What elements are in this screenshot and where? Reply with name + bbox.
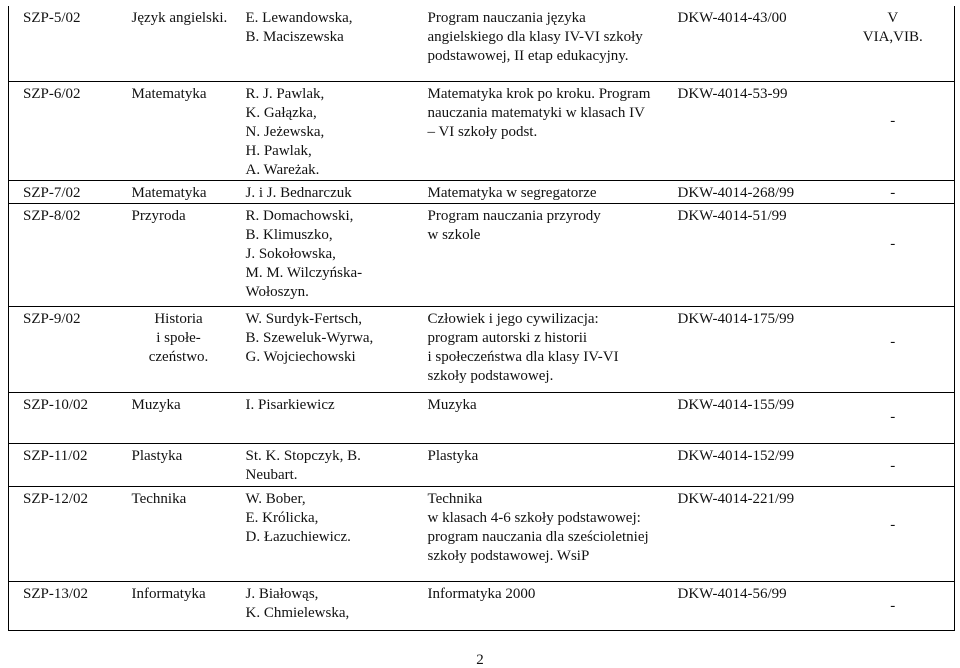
subject-cell [118, 6, 232, 81]
authors-cell [232, 203, 414, 306]
program-title-line: Matematyka krok po kroku. Program [427, 85, 651, 102]
subject-cell [118, 203, 232, 306]
program-title-cell [414, 392, 664, 443]
approval-number-cell: DKW-4014-43/00 [664, 6, 824, 81]
version-cell [824, 306, 955, 392]
version-line: - [890, 597, 896, 614]
subject-cell [118, 443, 232, 486]
program-title-line: nauczania matematyki w klasach IV [427, 104, 645, 121]
version-line: V [887, 10, 899, 26]
subject-line: Technika [131, 490, 187, 507]
authors-line: D. Łazuchiewicz. [245, 528, 351, 545]
version-line: - [890, 235, 896, 252]
table-row [9, 581, 955, 630]
authors-line: B. Klimuszko, [245, 226, 333, 243]
authors-line: Neubart. [245, 466, 298, 483]
subject-line: i społe- [156, 329, 201, 346]
subject-line: Muzyka [131, 396, 181, 413]
program-title-line: w szkole [427, 226, 481, 243]
program-code-cell: SZP-9/02 [9, 306, 118, 392]
approval-number-cell: DKW-4014-152/99 [664, 443, 824, 486]
program-title-cell [414, 581, 664, 630]
authors-line: N. Jeżewska, [245, 123, 325, 140]
approval-number-cell: DKW-4014-175/99 [664, 306, 824, 392]
approval-number-cell: DKW-4014-268/99 [664, 180, 824, 203]
version-cell [824, 581, 955, 630]
authors-line: B. Szeweluk-Wyrwa, [245, 329, 374, 346]
program-title-line: szkoły podstawowej. [427, 367, 554, 384]
program-title-line: angielskiego dla klasy IV-VI szkoły [427, 29, 643, 45]
subject-cell [118, 306, 232, 392]
authors-line: G. Wojciechowski [245, 348, 356, 365]
program-title-line: podstawowej, II etap edukacyjny. [427, 48, 629, 64]
page-number: 2 [476, 652, 484, 668]
authors-cell [232, 443, 414, 486]
program-title-line: i społeczeństwa dla klasy IV-VI [427, 348, 619, 365]
program-code-cell: SZP-12/02 [9, 486, 118, 581]
authors-line: Wołoszyn. [245, 283, 309, 300]
program-code-cell: SZP-5/02 [9, 6, 118, 81]
table-row [9, 81, 955, 180]
program-title-cell [414, 6, 664, 81]
authors-line: E. Lewandowska, [245, 10, 353, 26]
authors-line: K. Chmielewska, [245, 604, 350, 621]
authors-line: J. i J. Bednarczuk [245, 184, 352, 201]
authors-line: R. J. Pawlak, [245, 85, 325, 102]
program-title-line: w klasach 4-6 szkoły podstawowej: [427, 509, 641, 526]
version-line: - [890, 184, 896, 201]
subject-line: Historia [154, 310, 203, 327]
program-title-cell [414, 180, 664, 203]
program-code-cell: SZP-8/02 [9, 203, 118, 306]
program-code-cell: SZP-7/02 [9, 180, 118, 203]
program-code-cell: SZP-11/02 [9, 443, 118, 486]
version-line: - [890, 516, 896, 533]
table-row [9, 486, 955, 581]
version-cell [824, 6, 955, 81]
program-code-cell: SZP-13/02 [9, 581, 118, 630]
program-title-line: szkoły podstawowej. WsiP [427, 547, 590, 564]
subject-line: Matematyka [131, 85, 207, 102]
subject-line: Plastyka [131, 447, 183, 464]
authors-cell [232, 306, 414, 392]
version-cell [824, 486, 955, 581]
approval-number-cell: DKW-4014-51/99 [664, 203, 824, 306]
subject-cell [118, 486, 232, 581]
subject-line: Informatyka [131, 585, 206, 602]
subject-line: Matematyka [131, 184, 207, 201]
approval-number-cell: DKW-4014-53-99 [664, 81, 824, 180]
authors-line: R. Domachowski, [245, 207, 354, 224]
authors-line: J. Białowąs, [245, 585, 319, 602]
program-title-line: Człowiek i jego cywilizacja: [427, 310, 599, 327]
program-title-cell [414, 306, 664, 392]
approval-number-cell: DKW-4014-56/99 [664, 581, 824, 630]
program-title-cell [414, 486, 664, 581]
version-line: - [890, 457, 896, 474]
version-line: - [890, 112, 896, 129]
program-code-cell: SZP-10/02 [9, 392, 118, 443]
authors-line: B. Maciszewska [245, 29, 344, 45]
program-title-line: Muzyka [427, 396, 477, 413]
subject-line: Przyroda [131, 207, 186, 224]
table-row [9, 6, 955, 81]
program-title-line: Program nauczania języka [427, 10, 586, 26]
authors-line: A. Wareżak. [245, 161, 320, 178]
subject-cell [118, 581, 232, 630]
authors-cell [232, 486, 414, 581]
program-title-cell [414, 443, 664, 486]
table-row [9, 392, 955, 443]
authors-line: I. Pisarkiewicz [245, 396, 335, 413]
authors-cell [232, 180, 414, 203]
program-title-line: Informatyka 2000 [427, 585, 536, 602]
version-cell [824, 180, 955, 203]
subject-cell [118, 180, 232, 203]
version-line: - [890, 333, 896, 350]
program-title-line: – VI szkoły podst. [427, 123, 538, 140]
version-line: VIA,VIB. [862, 29, 923, 45]
authors-line: K. Gałązka, [245, 104, 317, 121]
version-line: - [890, 408, 896, 425]
program-title-cell [414, 203, 664, 306]
authors-line: E. Królicka, [245, 509, 319, 526]
program-title-cell [414, 81, 664, 180]
authors-cell [232, 6, 414, 81]
curriculum-table [8, 6, 955, 631]
table-row [9, 306, 955, 392]
subject-cell [118, 392, 232, 443]
program-code-cell: SZP-6/02 [9, 81, 118, 180]
authors-cell [232, 392, 414, 443]
approval-number-cell: DKW-4014-221/99 [664, 486, 824, 581]
program-title-line: program autorski z historii [427, 329, 588, 346]
authors-cell [232, 81, 414, 180]
authors-line: M. M. Wilczyńska- [245, 264, 363, 281]
program-title-line: Technika [427, 490, 483, 507]
authors-line: St. K. Stopczyk, B. [245, 447, 361, 464]
authors-line: W. Surdyk-Fertsch, [245, 310, 363, 327]
authors-line: W. Bober, [245, 490, 306, 507]
version-cell [824, 392, 955, 443]
program-title-line: Matematyka w segregatorze [427, 184, 597, 201]
version-cell [824, 443, 955, 486]
approval-number-cell: DKW-4014-155/99 [664, 392, 824, 443]
program-title-line: Program nauczania przyrody [427, 207, 601, 224]
table-row [9, 180, 955, 203]
subject-cell [118, 81, 232, 180]
table-row [9, 203, 955, 306]
version-cell [824, 203, 955, 306]
table-row [9, 443, 955, 486]
table-body [9, 6, 955, 630]
authors-line: J. Sokołowska, [245, 245, 336, 262]
authors-line: H. Pawlak, [245, 142, 312, 159]
authors-cell [232, 581, 414, 630]
program-title-line: program nauczania dla sześcioletniej [427, 528, 649, 545]
program-title-line: Plastyka [427, 447, 479, 464]
version-cell [824, 81, 955, 180]
subject-line: czeństwo. [148, 348, 209, 365]
subject-line: Język angielski. [131, 10, 228, 26]
